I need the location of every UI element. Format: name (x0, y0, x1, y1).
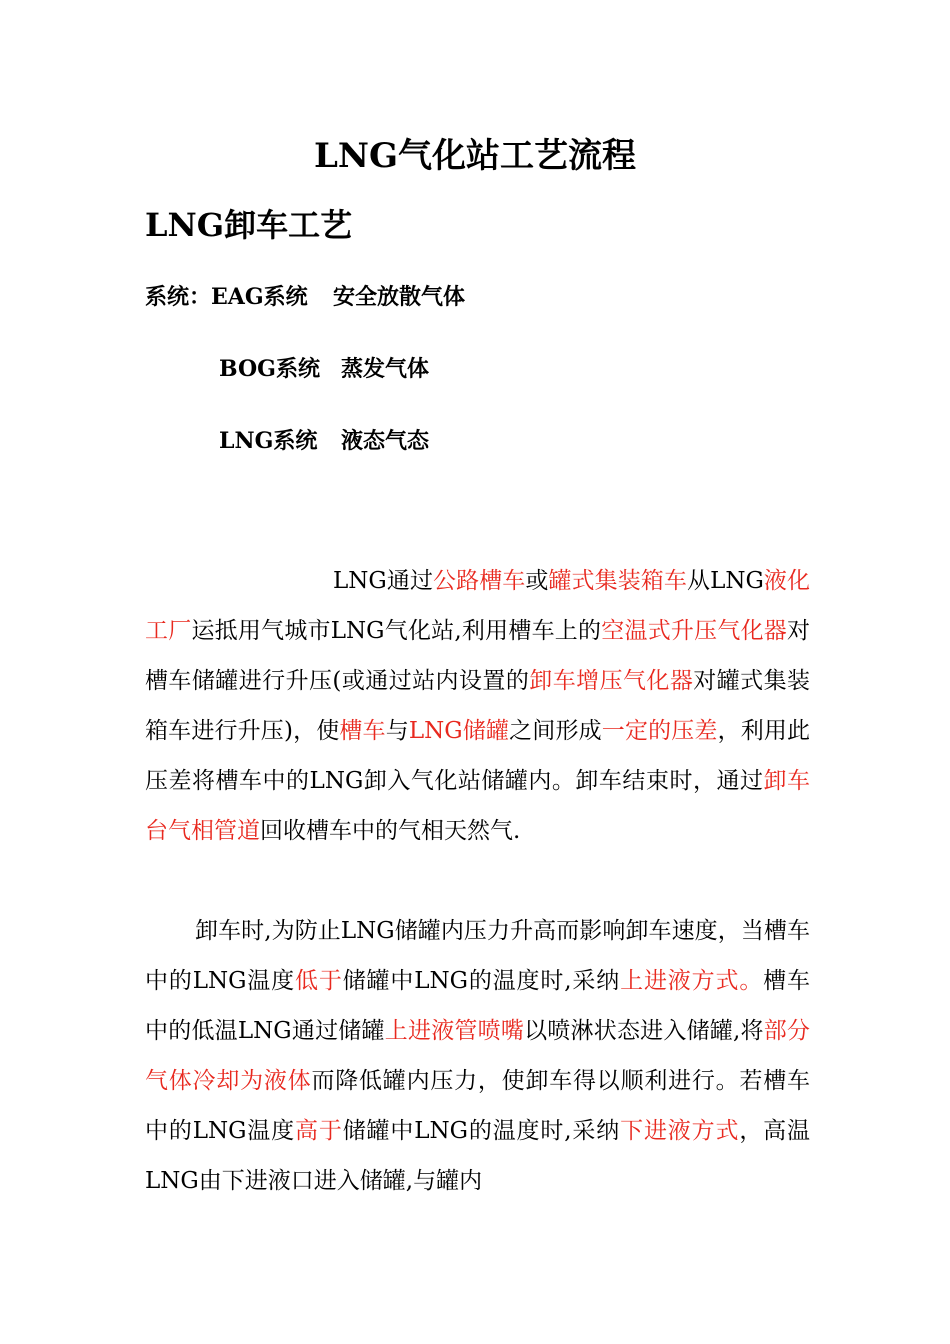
paragraph-unloading-intro (145, 556, 810, 856)
system-desc: 安全放散气体 (333, 284, 466, 310)
body-text: 对槽车储罐进行升压(或通过站内设置的 (145, 618, 810, 694)
body-text: 对罐式集装箱车进行升压)，使 (145, 668, 811, 744)
system-name: EAG系统 (211, 284, 308, 310)
highlighted-text: 公路槽车 (433, 568, 526, 594)
highlighted-text: 部分气体冷却为液体 (145, 1018, 810, 1094)
systems-prefix: 系统： (145, 284, 212, 310)
system-row-eag (145, 280, 465, 311)
body-text: 从LNG (686, 568, 764, 594)
body-text: 储罐中LNG的温度时,采纳 (342, 1118, 621, 1144)
highlighted-text: 一定的压差 (601, 718, 718, 744)
system-name: LNG系统 (219, 428, 318, 454)
body-text: ，利用此压差将槽车中的LNG卸入气化站储罐内。卸车结束时，通过 (145, 718, 811, 794)
system-row-lng (219, 424, 429, 455)
highlighted-text: 罐式集装箱车 (548, 568, 687, 594)
highlighted-text: 液化工厂 (145, 568, 811, 644)
highlighted-text: 高于 (295, 1118, 343, 1144)
section-heading: LNG卸车工艺 (145, 206, 353, 244)
highlighted-text: 上进液管喷嘴 (384, 1018, 525, 1044)
body-text: ，高温LNG由下进液口进入储罐,与罐内 (145, 1118, 811, 1194)
highlighted-text: 下进液方式 (620, 1118, 740, 1144)
body-text: 储罐中LNG的温度时,采纳 (342, 968, 621, 994)
system-name: BOG系统 (219, 356, 320, 382)
system-desc: 蒸发气体 (341, 356, 430, 382)
highlighted-text: 槽车 (339, 718, 386, 744)
highlighted-text: 上进液方式。 (620, 968, 764, 994)
body-text: 槽车中的低温LNG通过储罐 (145, 968, 811, 1044)
highlighted-text: 卸车增压气化器 (529, 668, 694, 694)
body-text: LNG通过 (333, 568, 434, 594)
body-text: 之间形成 (509, 718, 602, 744)
body-text: 以喷淋状态进入储罐,将 (524, 1018, 764, 1044)
body-text: 或 (525, 568, 549, 594)
system-desc: 液态气态 (341, 428, 430, 454)
highlighted-text: 卸车台气相管道 (145, 768, 810, 844)
body-text: 与 (385, 718, 409, 744)
page-title: LNG气化站工艺流程 (313, 136, 637, 176)
highlighted-text: LNG储罐 (408, 718, 510, 744)
system-row-bog (219, 352, 429, 383)
body-text: 卸车时,为防止LNG储罐内压力升高而影响卸车速度，当槽车中的LNG温度 (145, 918, 810, 994)
body-text: 而降低罐内压力，使卸车得以顺利进行。若槽车中的LNG温度 (145, 1068, 811, 1144)
body-text: 回收槽车中的气相天然气. (260, 818, 521, 844)
highlighted-text: 空温式升压气化器 (601, 618, 787, 644)
body-text: 运抵用气城市LNG气化站,利用槽车上的 (191, 618, 602, 644)
paragraph-unloading-method (145, 906, 810, 1206)
highlighted-text: 低于 (295, 968, 343, 994)
